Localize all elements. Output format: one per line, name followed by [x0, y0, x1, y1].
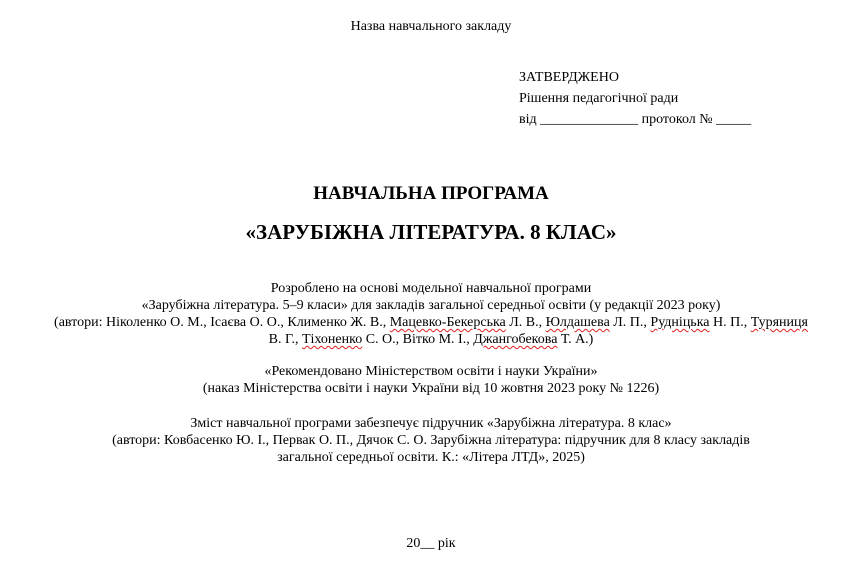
author-name: Рудніцька: [650, 315, 710, 330]
year: 20__ рік: [406, 536, 456, 551]
approval-from: від: [519, 112, 537, 127]
textbook-line-1: Зміст навчальної програми забезпечує підручник «Зарубіжна література. 8 клас»: [190, 416, 672, 431]
approval-date-blank: ______________: [540, 112, 639, 127]
author-name: Мацевко-Бекерська: [389, 315, 506, 330]
approval-date-line: [519, 111, 751, 128]
author-name: Тіхоненко: [302, 332, 363, 347]
authors-text: Н. П.,: [709, 315, 751, 330]
approval-title: ЗАТВЕРДЖЕНО: [519, 70, 619, 85]
approval-number-blank: _____: [716, 112, 752, 127]
author-name: Туряниця: [750, 315, 808, 330]
program-heading: НАВЧАЛЬНА ПРОГРАМА: [313, 183, 549, 204]
authors-text: (автори: Ніколенко О. М., Ісаєва О. О., Клименко Ж. В.,: [54, 315, 390, 330]
authors-text: Т. А.): [557, 332, 594, 347]
authors-text: В. Г.,: [268, 332, 302, 347]
authors-text: Л. П.,: [609, 315, 651, 330]
basis-authors-line-1: [0, 314, 862, 331]
basis-line-2: «Зарубіжна література. 5–9 класи» для закладів загальної середньої освіти (у редакції 2023 року): [141, 298, 721, 313]
author-name: Юлдашева: [545, 315, 610, 330]
textbook-line-2: (автори: Ковбасенко Ю. І., Первак О. П., Дячок С. О. Зарубіжна література: підручник для 8 класу закладів: [112, 433, 750, 448]
approval-decision: Рішення педагогічної ради: [519, 91, 679, 106]
basis-authors-line-2: [0, 331, 862, 348]
textbook-line-3: загальної середньої освіти. К.: «Літера ЛТД», 2025): [277, 450, 585, 465]
recommended-line-2: (наказ Міністерства освіти і науки України від 10 жовтня 2023 року № 1226): [202, 381, 660, 396]
program-title: «ЗАРУБІЖНА ЛІТЕРАТУРА. 8 КЛАС»: [245, 220, 617, 244]
approval-protocol: протокол №: [641, 112, 713, 127]
author-name: Джангобекова: [473, 332, 558, 347]
recommended-line-1: «Рекомендовано Міністерством освіти і науки України»: [264, 364, 598, 379]
authors-text: С. О., Вітко М. І.,: [362, 332, 474, 347]
institution-name: Назва навчального закладу: [350, 19, 512, 34]
basis-line-1: Розроблено на основі модельної навчальної програми: [270, 281, 592, 296]
authors-text: Л. В.,: [505, 315, 546, 330]
